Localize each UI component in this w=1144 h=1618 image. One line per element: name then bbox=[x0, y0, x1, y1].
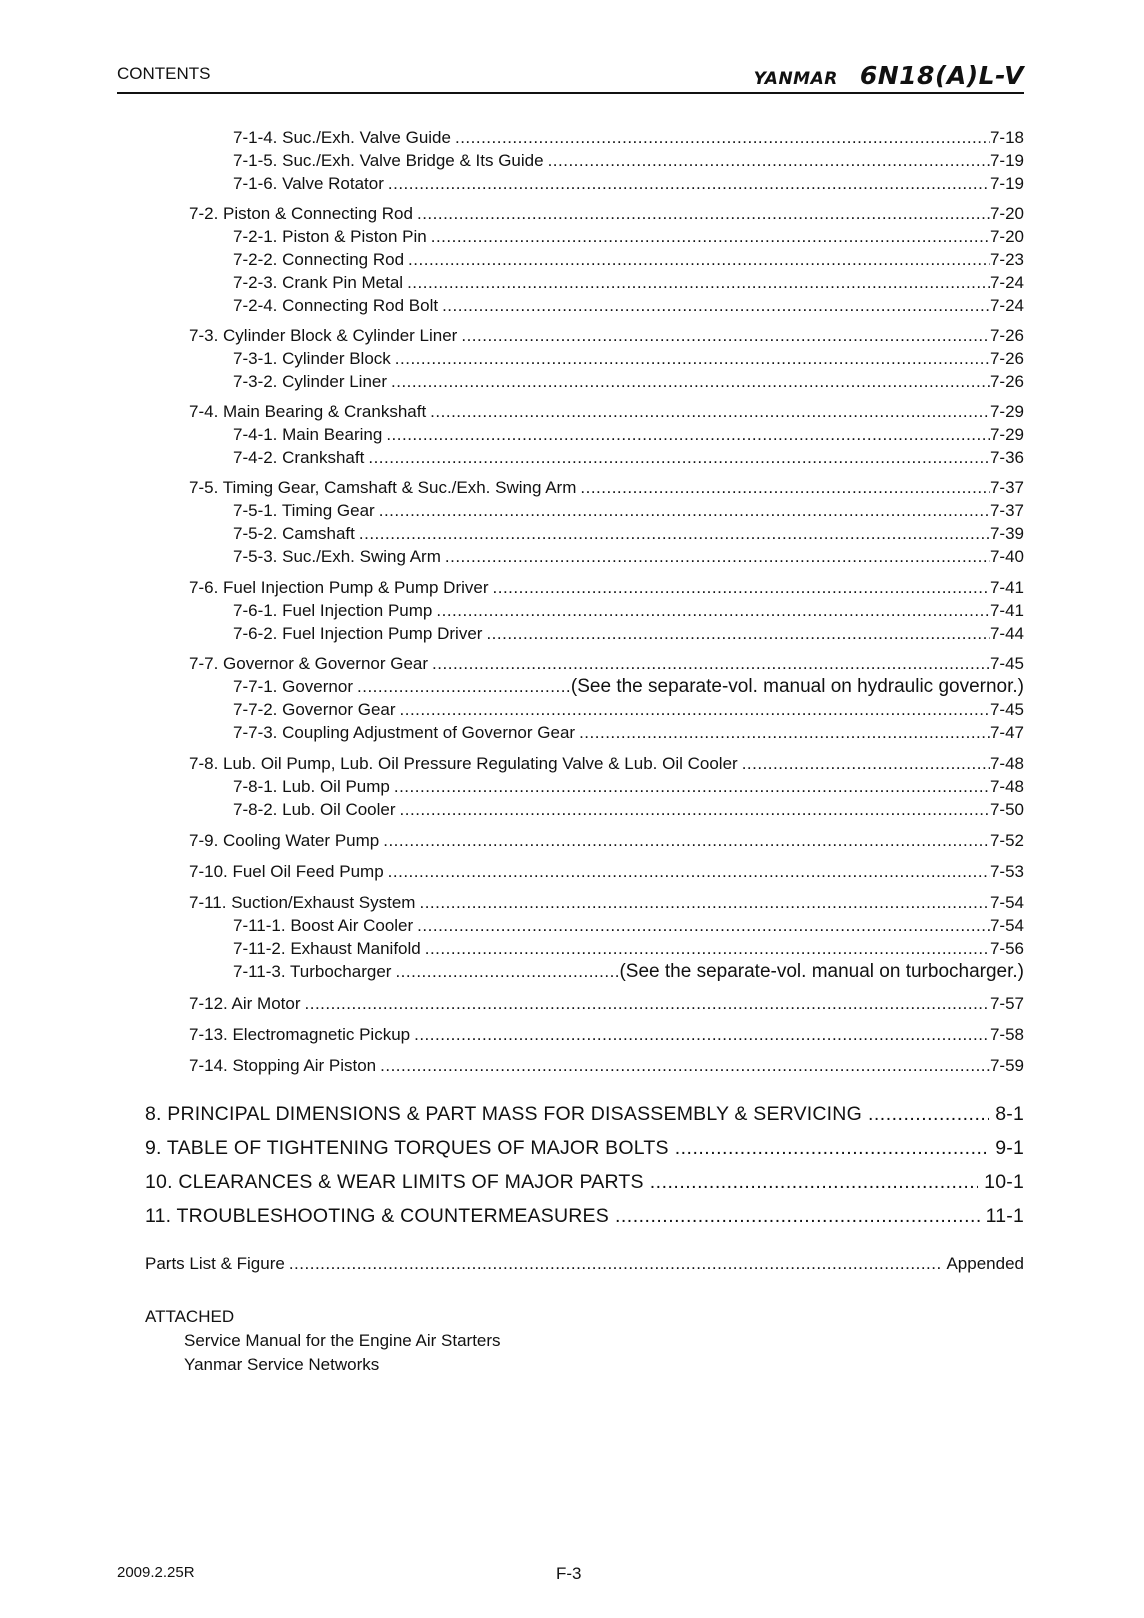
toc-entry-page: 7-26 bbox=[989, 349, 1024, 368]
toc-section[interactable] bbox=[189, 993, 1024, 1014]
toc-entry-page: 7-48 bbox=[989, 754, 1024, 773]
toc-entry-label: 7-8-1. Lub. Oil Pump bbox=[233, 777, 390, 796]
toc-entry[interactable] bbox=[233, 249, 1024, 270]
toc-entry-page: 7-19 bbox=[989, 174, 1024, 193]
dot-leader bbox=[395, 348, 990, 369]
toc-entry-page: 7-24 bbox=[989, 273, 1024, 292]
toc-entry[interactable] bbox=[233, 600, 1024, 621]
toc-entry-page: 7-44 bbox=[989, 624, 1024, 643]
toc-entry-label: 7-6. Fuel Injection Pump & Pump Driver bbox=[189, 578, 489, 597]
toc-entry[interactable] bbox=[233, 523, 1024, 544]
toc-entry-page: 7-20 bbox=[989, 204, 1024, 223]
toc-entry-page: 7-36 bbox=[989, 448, 1024, 467]
toc-chapter[interactable] bbox=[145, 1204, 1024, 1228]
toc-section[interactable] bbox=[189, 753, 1024, 774]
dot-leader bbox=[414, 1024, 990, 1045]
dot-leader bbox=[359, 523, 990, 544]
dot-leader bbox=[408, 249, 990, 270]
toc-entry-label: 7-1-6. Valve Rotator bbox=[233, 174, 384, 193]
dot-leader bbox=[548, 150, 990, 171]
toc-section[interactable] bbox=[189, 861, 1024, 882]
toc-section[interactable] bbox=[189, 1055, 1024, 1076]
toc-entry-label: 7-2-2. Connecting Rod bbox=[233, 250, 405, 269]
toc-entry-label: 7-1-5. Suc./Exh. Valve Bridge & Its Guide bbox=[233, 151, 544, 170]
toc-chapter[interactable] bbox=[145, 1136, 1024, 1160]
toc-chapter[interactable] bbox=[145, 1102, 1024, 1126]
dot-leader bbox=[357, 676, 571, 697]
toc-entry-label: 7-10. Fuel Oil Feed Pump bbox=[189, 862, 384, 881]
toc-entry[interactable] bbox=[233, 371, 1024, 392]
toc-entry-label: 7-2-3. Crank Pin Metal bbox=[233, 273, 404, 292]
toc-section[interactable] bbox=[189, 477, 1024, 498]
toc-entry-note: (See the separate-vol. manual on hydraulic governor.) bbox=[570, 676, 1024, 697]
toc-entry-label: 7-3-2. Cylinder Liner bbox=[233, 372, 388, 391]
toc-appendix[interactable] bbox=[145, 1253, 1024, 1274]
attached-item[interactable]: Service Manual for the Engine Air Starters bbox=[184, 1331, 501, 1350]
toc-entry-label: 7-6-2. Fuel Injection Pump Driver bbox=[233, 624, 483, 643]
toc-entry-page: 7-58 bbox=[989, 1025, 1024, 1044]
toc-entry[interactable] bbox=[233, 127, 1024, 148]
toc-entry[interactable] bbox=[233, 447, 1024, 468]
toc-entry-page: 7-29 bbox=[989, 402, 1024, 421]
dot-leader bbox=[417, 203, 990, 224]
dot-leader bbox=[615, 1204, 980, 1228]
toc-entry[interactable] bbox=[233, 676, 1024, 697]
toc-entry-page: 7-56 bbox=[989, 939, 1024, 958]
toc-entry-label: 7-4-2. Crankshaft bbox=[233, 448, 365, 467]
toc-entry-page: 7-50 bbox=[989, 800, 1024, 819]
toc-section[interactable] bbox=[189, 401, 1024, 422]
dot-leader bbox=[675, 1136, 990, 1160]
toc-entry-page: 7-54 bbox=[989, 916, 1024, 935]
page-header bbox=[117, 56, 1024, 94]
toc-entry-label: Parts List & Figure bbox=[145, 1254, 285, 1273]
yanmar-logo: YANMAR bbox=[753, 69, 838, 89]
toc-entry-label: 7-8-2. Lub. Oil Cooler bbox=[233, 800, 396, 819]
toc-entry-page: 7-37 bbox=[989, 478, 1024, 497]
header-title: CONTENTS bbox=[117, 64, 211, 83]
toc-section[interactable] bbox=[189, 203, 1024, 224]
brand-block bbox=[754, 61, 1024, 90]
toc-entry-page: 7-47 bbox=[989, 723, 1024, 742]
toc-entry-label: 7-12. Air Motor bbox=[189, 994, 301, 1013]
toc-entry[interactable] bbox=[233, 500, 1024, 521]
dot-leader bbox=[386, 424, 990, 445]
toc-entry-label: 10. CLEARANCES & WEAR LIMITS OF MAJOR PARTS bbox=[145, 1171, 644, 1193]
toc-entry-label: 7-3. Cylinder Block & Cylinder Liner bbox=[189, 326, 458, 345]
toc-entry-page: 7-41 bbox=[989, 601, 1024, 620]
page-number: F-3 bbox=[556, 1564, 582, 1583]
dot-leader bbox=[650, 1170, 978, 1194]
toc-entry[interactable] bbox=[233, 348, 1024, 369]
dot-leader bbox=[391, 371, 990, 392]
toc-entry-page: 7-26 bbox=[989, 326, 1024, 345]
dot-leader bbox=[493, 577, 990, 598]
toc-entry[interactable] bbox=[233, 546, 1024, 567]
dot-leader bbox=[407, 272, 990, 293]
dot-leader bbox=[445, 546, 990, 567]
toc-entry-label: 7-1-4. Suc./Exh. Valve Guide bbox=[233, 128, 451, 147]
dot-leader bbox=[455, 127, 990, 148]
toc-entry-label: 7-7-2. Governor Gear bbox=[233, 700, 396, 719]
dot-leader bbox=[442, 295, 990, 316]
toc-entry[interactable] bbox=[233, 623, 1024, 644]
toc-section[interactable] bbox=[189, 325, 1024, 346]
toc-entry-page: 7-20 bbox=[989, 227, 1024, 246]
dot-leader bbox=[419, 892, 990, 913]
toc-entry-label: 7-5. Timing Gear, Camshaft & Suc./Exh. Swing Arm bbox=[189, 478, 577, 497]
dot-leader bbox=[868, 1102, 989, 1126]
toc-section[interactable] bbox=[189, 892, 1024, 913]
toc-entry[interactable] bbox=[233, 173, 1024, 194]
toc-entry-page: 7-59 bbox=[989, 1056, 1024, 1075]
toc-entry-page: 7-37 bbox=[989, 501, 1024, 520]
dot-leader bbox=[436, 600, 990, 621]
toc-entry-label: 7-2-1. Piston & Piston Pin bbox=[233, 227, 427, 246]
toc-entry-page: 7-52 bbox=[989, 831, 1024, 850]
toc-entry-page: 7-24 bbox=[989, 296, 1024, 315]
dot-leader bbox=[431, 226, 990, 247]
toc-entry[interactable] bbox=[233, 150, 1024, 171]
toc-entry-page: 7-54 bbox=[989, 893, 1024, 912]
toc-entry-label: 7-5-2. Camshaft bbox=[233, 524, 355, 543]
toc-entry-note: (See the separate-vol. manual on turbocharger.) bbox=[619, 961, 1024, 982]
toc-entry-label: 7-11-1. Boost Air Cooler bbox=[233, 916, 414, 935]
dot-leader bbox=[461, 325, 990, 346]
toc-entry-page: 7-57 bbox=[989, 994, 1024, 1013]
toc-entry-label: 7-3-1. Cylinder Block bbox=[233, 349, 391, 368]
toc-chapter[interactable] bbox=[145, 1170, 1024, 1194]
dot-leader bbox=[383, 830, 990, 851]
toc-entry-page: 7-29 bbox=[989, 425, 1024, 444]
toc-entry-page: 7-23 bbox=[989, 250, 1024, 269]
dot-leader bbox=[368, 447, 990, 468]
toc-section[interactable] bbox=[189, 830, 1024, 851]
toc-entry-page: 9-1 bbox=[995, 1137, 1024, 1159]
toc-entry-page: 11-1 bbox=[985, 1205, 1024, 1227]
toc-entry-label: 7-7-1. Governor bbox=[233, 677, 353, 696]
dot-leader bbox=[388, 861, 990, 882]
engine-model: 6N18(A)L-V bbox=[859, 61, 1024, 90]
toc-section[interactable] bbox=[189, 653, 1024, 674]
toc-entry[interactable] bbox=[233, 424, 1024, 445]
toc-entry-page: 7-48 bbox=[989, 777, 1024, 796]
attached-item[interactable]: Yanmar Service Networks bbox=[184, 1355, 380, 1374]
toc-entry[interactable] bbox=[233, 799, 1024, 820]
toc-entry-label: 7-5-1. Timing Gear bbox=[233, 501, 375, 520]
dot-leader bbox=[417, 915, 990, 936]
toc-entry-page: 7-26 bbox=[989, 372, 1024, 391]
toc-section[interactable] bbox=[189, 577, 1024, 598]
toc-entry[interactable] bbox=[233, 699, 1024, 720]
toc-entry-label: 7-2-4. Connecting Rod Bolt bbox=[233, 296, 439, 315]
toc-entry-label: 8. PRINCIPAL DIMENSIONS & PART MASS FOR DISASSEMBLY & SERVICING bbox=[145, 1103, 862, 1125]
toc-entry[interactable] bbox=[233, 961, 1024, 982]
dot-leader bbox=[289, 1253, 943, 1274]
toc-entry-label: 7-11. Suction/Exhaust System bbox=[189, 893, 416, 912]
toc-entry[interactable] bbox=[233, 295, 1024, 316]
toc-entry-label: 7-5-3. Suc./Exh. Swing Arm bbox=[233, 547, 441, 566]
toc-entry-label: 7-9. Cooling Water Pump bbox=[189, 831, 380, 850]
dot-leader bbox=[380, 1055, 990, 1076]
dot-leader bbox=[579, 722, 990, 743]
dot-leader bbox=[580, 477, 990, 498]
toc-entry[interactable] bbox=[233, 226, 1024, 247]
toc-entry-label: 9. TABLE OF TIGHTENING TORQUES OF MAJOR BOLTS bbox=[145, 1137, 669, 1159]
toc-entry-label: 11. TROUBLESHOOTING & COUNTERMEASURES bbox=[145, 1205, 609, 1227]
toc-entry-page: 7-45 bbox=[989, 654, 1024, 673]
toc-entry-label: 7-2. Piston & Connecting Rod bbox=[189, 204, 413, 223]
toc-entry-label: 7-4. Main Bearing & Crankshaft bbox=[189, 402, 427, 421]
attached-heading: ATTACHED bbox=[145, 1307, 235, 1326]
toc-entry[interactable] bbox=[233, 915, 1024, 936]
dot-leader bbox=[379, 500, 990, 521]
toc-entry-page: 7-45 bbox=[989, 700, 1024, 719]
toc-entry-page: 7-41 bbox=[989, 578, 1024, 597]
toc-entry-page: Appended bbox=[946, 1254, 1024, 1273]
toc-entry[interactable] bbox=[233, 938, 1024, 959]
toc-entry-label: 7-4-1. Main Bearing bbox=[233, 425, 383, 444]
dot-leader bbox=[742, 753, 990, 774]
toc-entry-label: 7-11-3. Turbocharger bbox=[233, 962, 392, 981]
dot-leader bbox=[486, 623, 990, 644]
toc-entry[interactable] bbox=[233, 776, 1024, 797]
dot-leader bbox=[432, 653, 990, 674]
toc-entry-label: 7-14. Stopping Air Piston bbox=[189, 1056, 377, 1075]
toc-entry-page: 7-53 bbox=[989, 862, 1024, 881]
toc-entry-page: 7-40 bbox=[989, 547, 1024, 566]
toc-entry-label: 7-8. Lub. Oil Pump, Lub. Oil Pressure Regulating Valve & Lub. Oil Cooler bbox=[189, 754, 738, 773]
toc-entry-page: 7-18 bbox=[989, 128, 1024, 147]
toc-entry-page: 10-1 bbox=[984, 1171, 1024, 1193]
dot-leader bbox=[388, 173, 990, 194]
toc-entry-page: 7-39 bbox=[989, 524, 1024, 543]
toc-entry-label: 7-11-2. Exhaust Manifold bbox=[233, 939, 421, 958]
toc-entry-page: 8-1 bbox=[995, 1103, 1024, 1125]
toc-entry[interactable] bbox=[233, 272, 1024, 293]
dot-leader bbox=[400, 799, 990, 820]
toc-entry-label: 7-13. Electromagnetic Pickup bbox=[189, 1025, 411, 1044]
dot-leader bbox=[394, 776, 990, 797]
toc-entry-label: 7-7. Governor & Governor Gear bbox=[189, 654, 429, 673]
dot-leader bbox=[400, 699, 990, 720]
dot-leader bbox=[395, 961, 619, 982]
footer-date: 2009.2.25R bbox=[117, 1564, 195, 1581]
dot-leader bbox=[305, 993, 990, 1014]
dot-leader bbox=[425, 938, 990, 959]
toc-entry[interactable] bbox=[233, 722, 1024, 743]
toc-entry-page: 7-19 bbox=[989, 151, 1024, 170]
toc-entry-label: 7-6-1. Fuel Injection Pump bbox=[233, 601, 433, 620]
dot-leader bbox=[430, 401, 990, 422]
toc-entry-label: 7-7-3. Coupling Adjustment of Governor Gear bbox=[233, 723, 576, 742]
toc-section[interactable] bbox=[189, 1024, 1024, 1045]
